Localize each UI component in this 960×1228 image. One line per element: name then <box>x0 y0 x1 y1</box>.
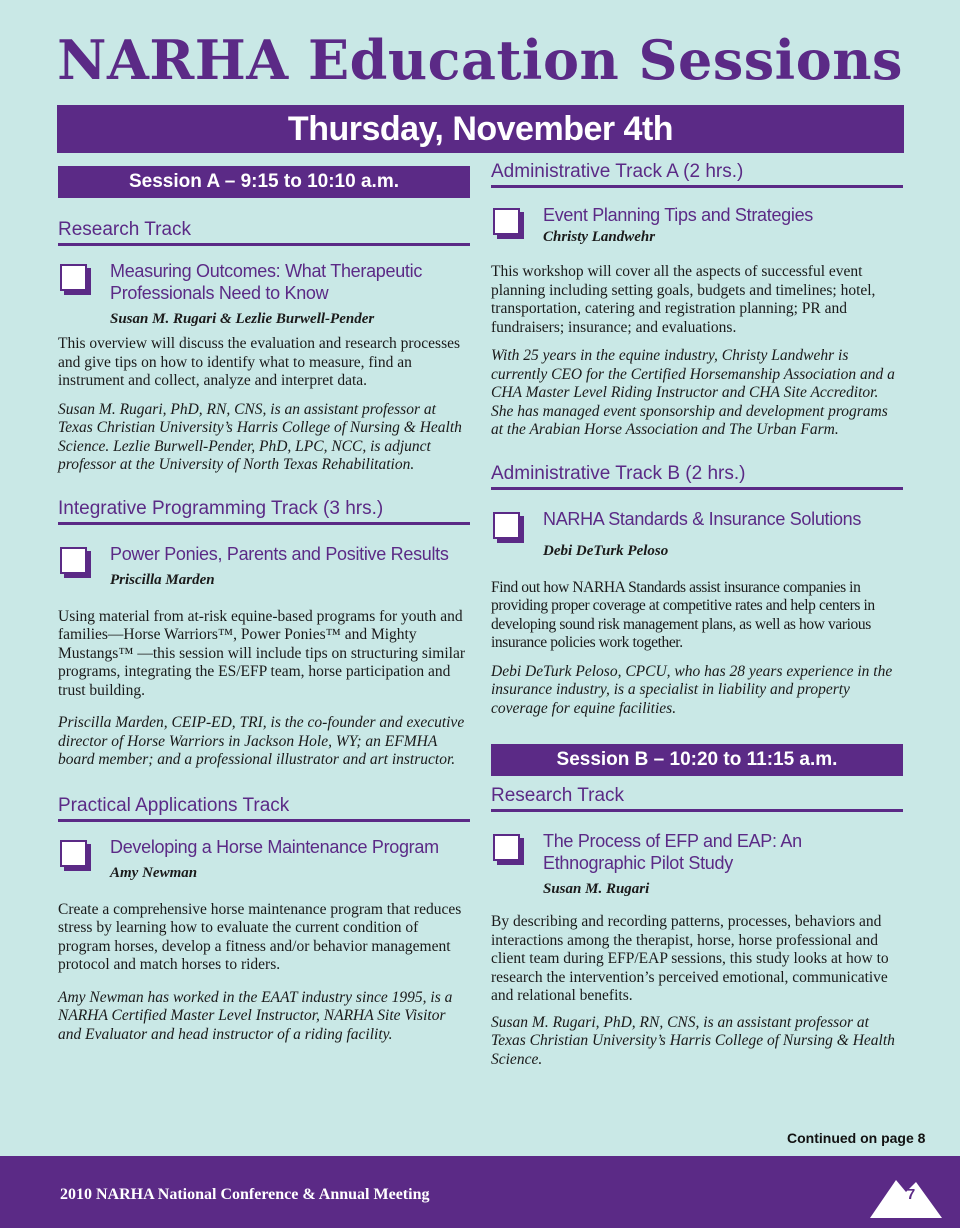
checkbox-icon <box>60 264 87 291</box>
speaker-name: Susan M. Rugari <box>543 881 650 897</box>
session-title: Measuring Outcomes: What Therapeutic Professionals Need to Know <box>110 261 423 303</box>
practical-track-heading: Practical Applications Track <box>58 794 470 822</box>
page-number: 7 <box>906 1186 916 1203</box>
session-item-power-ponies <box>58 543 470 590</box>
integrative-track-heading: Integrative Programming Track (3 hrs.) <box>58 497 470 525</box>
checkbox-icon <box>493 834 520 861</box>
speaker-name: Susan M. Rugari & Lezlie Burwell-Pender <box>110 311 375 327</box>
speaker-bio: Susan M. Rugari, PhD, RN, CNS, is an assistant professor at Texas Christian University’s Harris College of Nursing & Health Science. <box>491 1013 895 1068</box>
continued-note: Continued on page 8 <box>787 1130 926 1146</box>
session-b-bar: Session B – 10:20 to 11:15 a.m. <box>491 744 903 776</box>
session-item-measuring-outcomes <box>58 260 470 329</box>
session-item-efp-eap-study <box>491 830 903 899</box>
session-item-standards-insurance <box>491 508 903 561</box>
research-track-b-heading: Research Track <box>491 784 903 812</box>
page-title: NARHA Education Sessions <box>57 28 903 92</box>
footer-bar <box>0 1156 960 1228</box>
right-column <box>491 160 903 1069</box>
speaker-name: Priscilla Marden <box>110 571 215 588</box>
admin-track-a-heading: Administrative Track A (2 hrs.) <box>491 160 903 188</box>
session-description: By describing and recording patterns, processes, behaviors and interactions among the therapist, horse, horse professional and client team during EFP/EAP sessions, this study looks at how to research the intervention’s perceived emotional, communicative and relational benefits. <box>491 913 889 1004</box>
session-description: Using material from at-risk equine-based programs for youth and families—Horse Warriors™, Power Ponies™ and Mighty Mustangs™ —this session will include tips on structuring similar programs, integrating the ES/EFP team, horse participation and trust building. <box>58 607 465 699</box>
checkbox-icon <box>60 547 87 574</box>
checkbox-icon <box>493 208 520 235</box>
session-title: Power Ponies, Parents and Positive Results <box>110 543 449 564</box>
speaker-name: Debi DeTurk Peloso <box>543 542 669 559</box>
session-item-horse-maintenance <box>58 836 470 883</box>
session-description: This overview will discuss the evaluation and research processes and give tips on how to identify what to measure, find an instrument and collect, analyze and interpret data. <box>58 335 461 389</box>
speaker-bio: Amy Newman has worked in the EAAT industry since 1995, is a NARHA Certified Master Level Instructor, NARHA Site Visitor and Evaluator and head instructor of a riding facility. <box>58 988 453 1043</box>
session-title: Event Planning Tips and Strategies <box>543 205 813 225</box>
session-title: NARHA Standards & Insurance Solutions <box>543 508 862 529</box>
session-item-event-planning <box>491 204 903 247</box>
left-column <box>58 166 470 1044</box>
checkbox-icon <box>493 512 520 539</box>
admin-track-b-heading: Administrative Track B (2 hrs.) <box>491 462 903 490</box>
footer-text: 2010 NARHA National Conference & Annual Meeting <box>60 1186 430 1203</box>
speaker-name: Amy Newman <box>110 864 198 881</box>
speaker-bio: Debi DeTurk Peloso, CPCU, who has 28 years experience in the insurance industry, is a specialist in liability and property coverage for equine facilities. <box>491 662 893 717</box>
session-title: Developing a Horse Maintenance Program <box>110 836 439 857</box>
session-a-bar: Session A – 9:15 to 10:10 a.m. <box>58 166 470 198</box>
date-banner: Thursday, November 4th <box>57 105 904 153</box>
session-description: Create a comprehensive horse maintenance program that reduces stress by learning how to evaluate the current condition of program horses, develop a fitness and/or behavior management protocol and match horses to riders. <box>58 900 462 973</box>
session-title: The Process of EFP and EAP: An Ethnographic Pilot Study <box>543 831 802 873</box>
session-description: Find out how NARHA Standards assist insurance companies in providing proper coverage at competitive rates and help centers in developing sound risk management plans, as well as how various insurance policies work together. <box>491 578 875 651</box>
speaker-bio: Susan M. Rugari, PhD, RN, CNS, is an assistant professor at Texas Christian University’s Harris College of Nursing & Health Science. Lezlie Burwell-Pender, PhD, LPC, NCC, is adjunct professor at the University of North Texas Rehabilitation. <box>58 400 462 473</box>
speaker-bio: Priscilla Marden, CEIP-ED, TRI, is the co-founder and executive director of Horse Warriors in Jackson Hole, WY; an EFMHA board member; and a professional illustrator and art instructor. <box>58 714 465 768</box>
speaker-bio: With 25 years in the equine industry, Christy Landwehr is currently CEO for the Certified Horsemanship Association and a CHA Master Level Riding Instructor and CHA Site Accreditor. She has managed event sponsorship and development programs at the Arabian Horse Association and The Urban Farm. <box>491 347 895 438</box>
speaker-name: Christy Landwehr <box>543 229 656 245</box>
session-description: This workshop will cover all the aspects of successful event planning including setting goals, budgets and timelines; hotel, transportation, catering and registration planning; PR and fundraisers; insurance; and evaluations. <box>491 263 876 336</box>
checkbox-icon <box>60 840 87 867</box>
research-track-heading: Research Track <box>58 218 470 246</box>
